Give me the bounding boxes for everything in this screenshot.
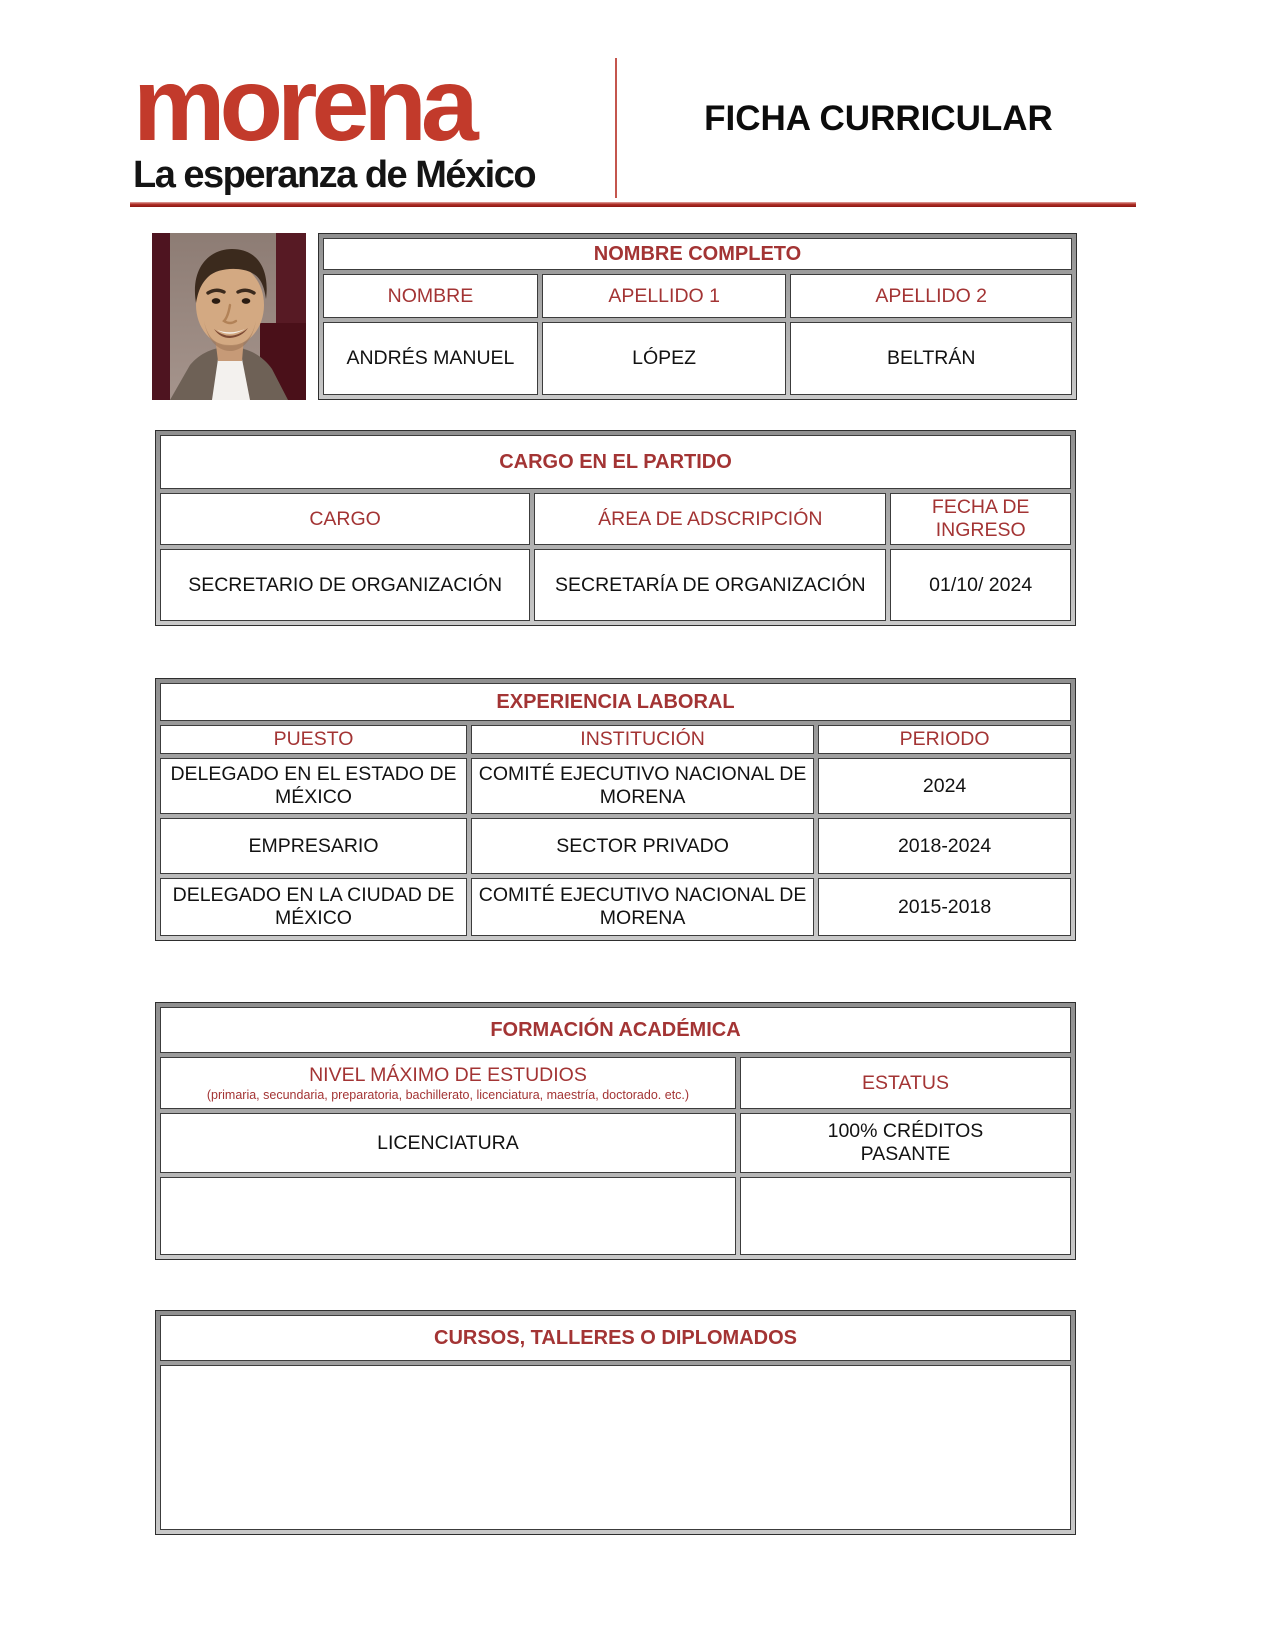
puesto-value: EMPRESARIO	[160, 818, 467, 874]
cursos-empty-cell	[160, 1365, 1071, 1530]
institucion-value: COMITÉ EJECUTIVO NACIONAL DE MORENA	[471, 758, 814, 814]
experiencia-table-title: EXPERIENCIA LABORAL	[160, 683, 1071, 721]
apellido1-col-header: APELLIDO 1	[542, 274, 787, 318]
apellido2-value: BELTRÁN	[790, 322, 1072, 395]
brand-tagline: La esperanza de México	[133, 153, 536, 196]
periodo-value: 2018-2024	[818, 818, 1071, 874]
portrait-photo	[152, 233, 306, 400]
cargo-table-title: CARGO EN EL PARTIDO	[160, 435, 1071, 489]
page-title: FICHA CURRICULAR	[704, 99, 1053, 138]
area-col-header: ÁREA DE ADSCRIPCIÓN	[534, 493, 886, 545]
portrait-photo-graphic	[152, 233, 306, 400]
institucion-col-header: INSTITUCIÓN	[471, 725, 814, 754]
page-header	[133, 47, 1140, 198]
cargo-value: SECRETARIO DE ORGANIZACIÓN	[160, 549, 530, 621]
experiencia-row	[160, 878, 1071, 936]
nivel-empty-cell	[160, 1177, 736, 1255]
institucion-value: SECTOR PRIVADO	[471, 818, 814, 874]
formacion-table-title: FORMACIÓN ACADÉMICA	[160, 1007, 1071, 1053]
fecha-value: 01/10/ 2024	[890, 549, 1071, 621]
cargo-partido-table	[155, 430, 1076, 626]
cursos-table	[155, 1310, 1076, 1535]
puesto-value: DELEGADO EN EL ESTADO DE MÉXICO	[160, 758, 467, 814]
area-value: SECRETARÍA DE ORGANIZACIÓN	[534, 549, 886, 621]
experiencia-row	[160, 758, 1071, 814]
nivel-col-header: NIVEL MÁXIMO DE ESTUDIOS (primaria, secundaria, preparatoria, bachillerato, licenciatura, maestría, doctorado. etc.)	[160, 1057, 736, 1109]
periodo-col-header: PERIODO	[818, 725, 1071, 754]
morena-logo	[133, 47, 603, 198]
puesto-value: DELEGADO EN LA CIUDAD DE MÉXICO	[160, 878, 467, 936]
apellido2-col-header: APELLIDO 2	[790, 274, 1072, 318]
identity-section	[152, 233, 1077, 400]
institucion-value: COMITÉ EJECUTIVO NACIONAL DE MORENA	[471, 878, 814, 936]
apellido1-value: LÓPEZ	[542, 322, 787, 395]
experiencia-row	[160, 818, 1071, 874]
periodo-value: 2015-2018	[818, 878, 1071, 936]
fecha-col-header: FECHA DE INGRESO	[890, 493, 1071, 545]
nivel-value: LICENCIATURA	[160, 1113, 736, 1173]
nombre-completo-table	[318, 233, 1077, 400]
nivel-subheader-note: (primaria, secundaria, preparatoria, bachillerato, licenciatura, maestría, doctorado. etc.)	[206, 1088, 690, 1102]
cargo-col-header: CARGO	[160, 493, 530, 545]
estatus-col-header: ESTATUS	[740, 1057, 1071, 1109]
nombre-table-title: NOMBRE COMPLETO	[323, 238, 1072, 270]
formacion-academica-table	[155, 1002, 1076, 1260]
puesto-col-header: PUESTO	[160, 725, 467, 754]
cursos-table-title: CURSOS, TALLERES O DIPLOMADOS	[160, 1315, 1071, 1361]
nombre-value: ANDRÉS MANUEL	[323, 322, 538, 395]
periodo-value: 2024	[818, 758, 1071, 814]
header-rule	[130, 202, 1136, 207]
estatus-empty-cell	[740, 1177, 1071, 1255]
experiencia-laboral-table	[155, 678, 1076, 941]
nombre-col-header: NOMBRE	[323, 274, 538, 318]
brand-wordmark: morena	[133, 47, 473, 163]
estatus-value: 100% CRÉDITOS PASANTE	[740, 1113, 1071, 1173]
